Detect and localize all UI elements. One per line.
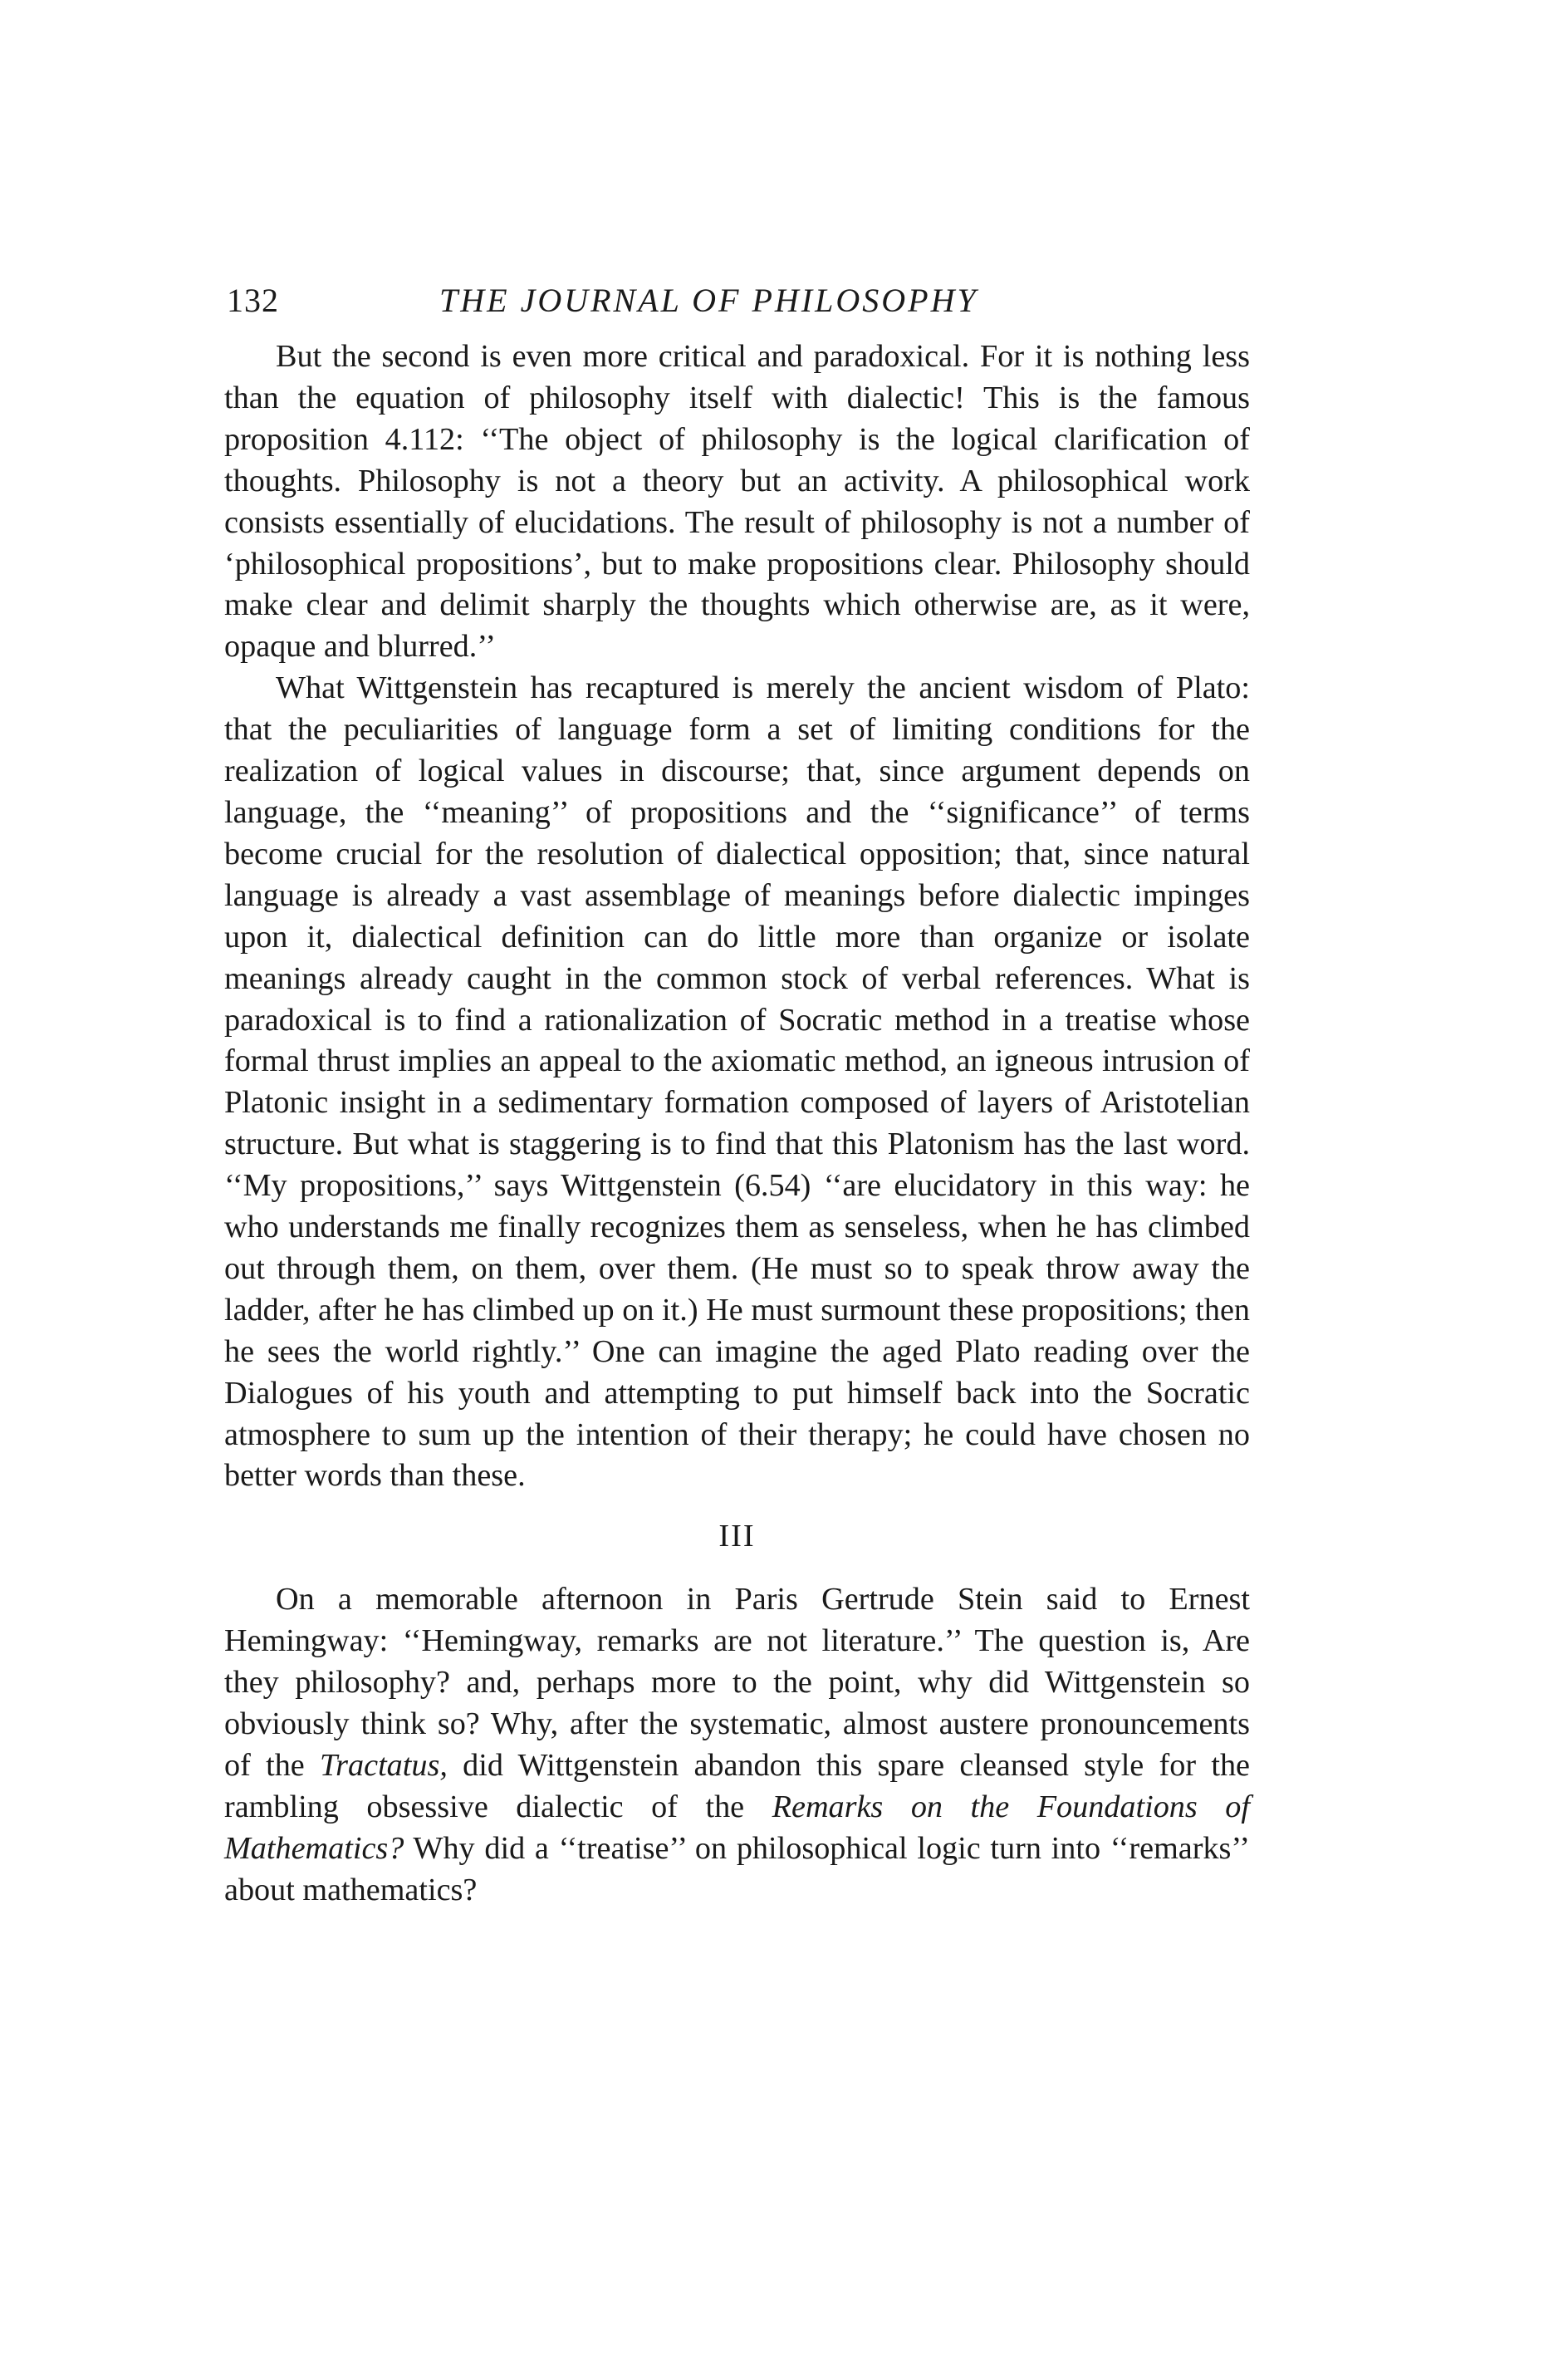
title-tractatus: Tractatus, (320, 1747, 448, 1783)
running-head: THE JOURNAL OF PHILOSOPHY (439, 282, 978, 319)
section-heading: III (718, 1519, 756, 1554)
body-text (224, 336, 1250, 1912)
page-number: 132 (227, 282, 279, 319)
title-remarks: Remarks on the Foundations of Mathematics? (224, 1789, 1250, 1866)
page-header (227, 281, 1242, 331)
paragraph-text-part-2: did Wittgenstein abandon this spare cleansed style for the rambling obsessive dialectic of the (224, 1747, 1250, 1824)
paragraph-text-part-3: Why did a ‘‘treatise’’ on philosophical logic turn into ‘‘remarks’’ about mathematics? (224, 1830, 1250, 1907)
paragraph-wittgenstein-plato: What Wittgenstein has recaptured is merely the ancient wisdom of Plato: that the peculiarities of language form a set of limiting conditions for the realization of logical values in discourse; that, since argument depends on language, the ‘‘meaning’’ of propositions and the ‘‘significance’’ of terms become crucial for the resolution of dialectical opposition; that, since natural language is already a vast assemblage of meanings before dialectic impinges upon it, dialectical definition can do little more than organize or isolate meanings already caught in the common stock of verbal references. What is paradoxical is to find a rationalization of Socratic method in a treatise whose formal thrust implies an appeal to the axiomatic method, an igneous intrusion of Platonic insight in a sedimentary formation composed of layers of Aristotelian structure. But what is staggering is to find that this Platonism has the last word. ‘‘My propositions,’’ says Wittgenstein (6.54) ‘‘are elucidatory in this way: he who understands me finally recognizes them as senseless, when he has climbed out through them, on them, over them. (He must so to speak throw away the ladder, after he has climbed up on it.) He must surmount these propositions; then he sees the world rightly.’’ One can imagine the aged Plato reading over the Dialogues of his youth and attempting to put himself back into the Socratic atmosphere to sum up the intention of their therapy; he could have chosen no better words than these. (224, 670, 1250, 1494)
paragraph-stein-hemingway (224, 1579, 1250, 1911)
paragraph-text-part-1: On a memorable afternoon in Paris Gertrude Stein said to Ernest Hemingway: ‘‘Hemingway, remarks are not literature.’’ The question is, Are they philosophy? and, perhaps more to the point, why did Wittgenstein so obviously think so? Why, after the systematic, almost austere pronouncements of the (224, 1582, 1250, 1783)
paragraph-proposition-4-112: But the second is even more critical and paradoxical. For it is nothing less than the equation of philosophy itself with dialectic! This is the famous proposition 4.112: ‘‘The object of philosophy is the logical clarification of thoughts. Philosophy is not a theory but an activity. A philosophical work consists essentially of elucidations. The result of philosophy is not a number of ‘philosophical propositions’, but to make propositions clear. Philosophy should make clear and delimit sharply the thoughts which otherwise are, as it were, opaque and blurred.’’ (224, 339, 1250, 665)
